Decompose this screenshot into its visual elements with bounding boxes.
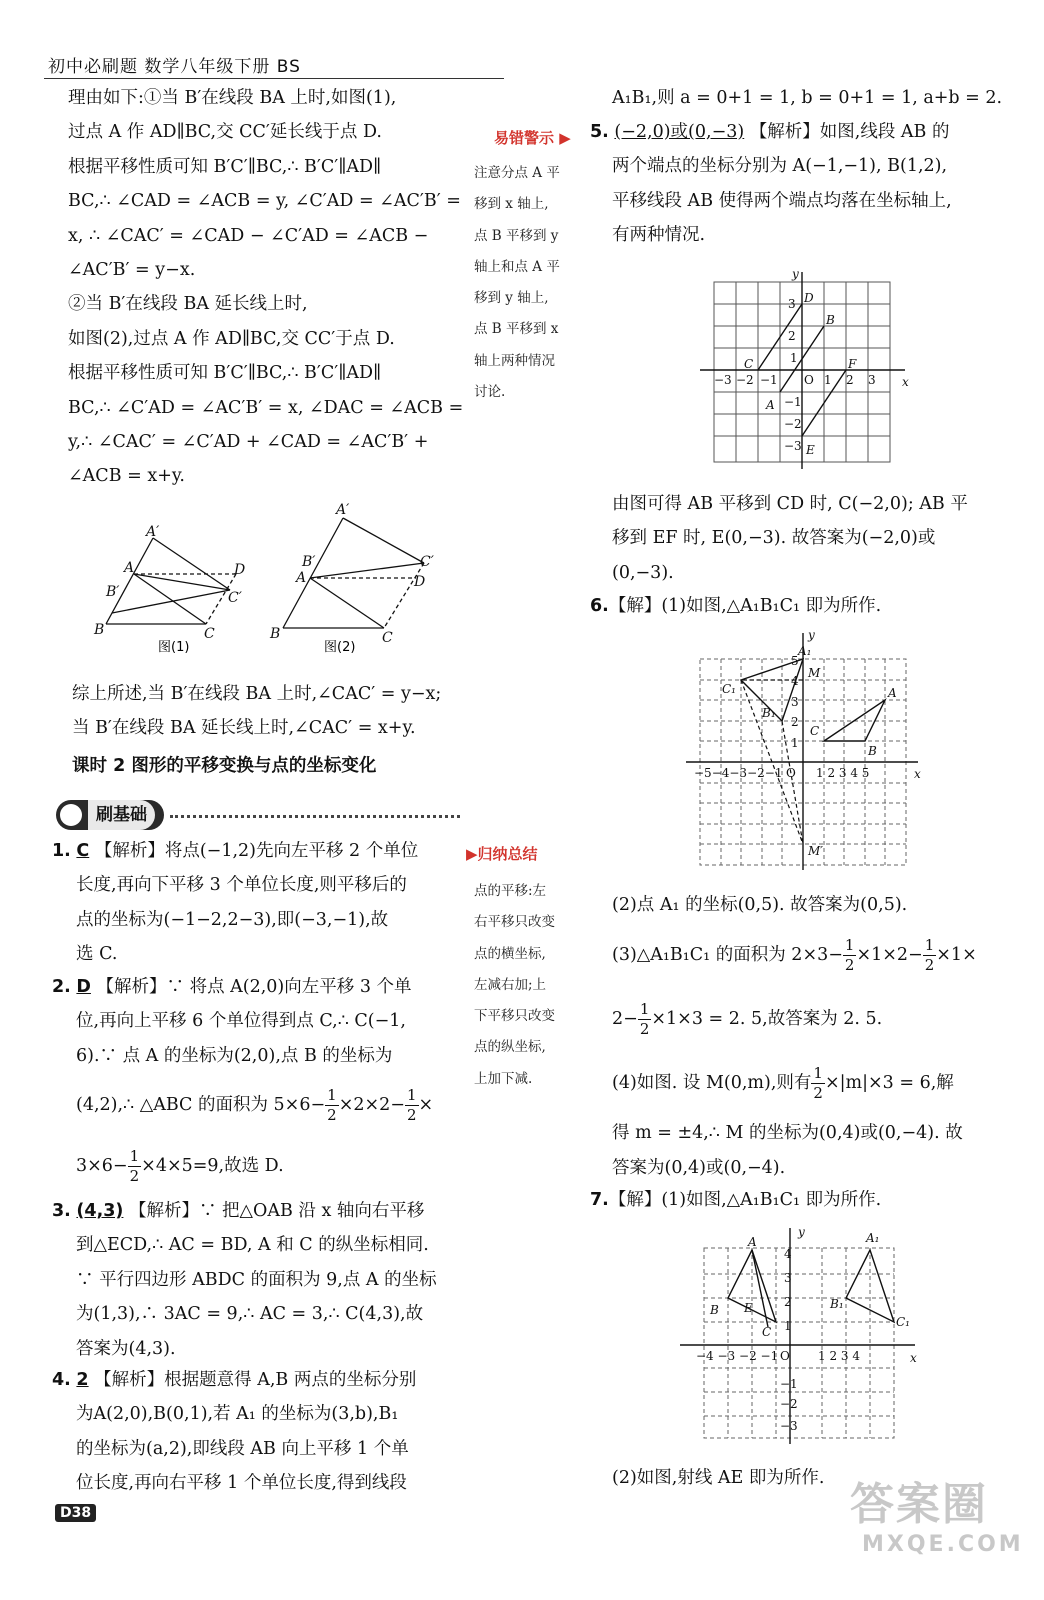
label-b: B: [94, 622, 105, 638]
question-7-head: 7.【解】(1)如图,△A₁B₁C₁ 即为所作.: [590, 1190, 882, 1210]
svg-text:−2: −2: [780, 1397, 798, 1411]
svg-text:A₁: A₁: [798, 644, 812, 658]
svg-text:1 2 3 4: 1 2 3 4: [818, 1349, 860, 1363]
svg-text:5: 5: [791, 654, 799, 668]
side-note-mistake: 注意分点 A 平 移到 x 轴上, 点 B 平移到 y 轴上和点 A 平 移到 y 轴上, 点 B 平移到 x 轴上两种情况 讨论.: [474, 165, 560, 401]
triangle-figures: [88, 498, 458, 660]
svg-text:y: y: [798, 1225, 805, 1239]
label-a-prime: A′: [146, 524, 160, 540]
question-7-body: (2)如图,射线 AE 即为所作.: [612, 1468, 825, 1488]
svg-text:−1: −1: [784, 395, 802, 409]
svg-text:3: 3: [788, 297, 796, 311]
proof-text: [68, 81, 463, 494]
svg-text:x: x: [902, 375, 909, 389]
svg-text:A: A: [888, 686, 897, 700]
proof-line: BC,∴ ∠CAD = ∠ACB = y, ∠C′AD = ∠AC′B′ =: [68, 191, 461, 212]
label-c-prime: C′: [228, 590, 242, 606]
svg-text:O: O: [804, 373, 814, 387]
proof-line: y,∴ ∠CAC′ = ∠C′AD + ∠CAD = ∠AC′B′ +: [68, 432, 429, 453]
header-divider: [44, 78, 504, 79]
svg-text:1: 1: [784, 1319, 792, 1333]
svg-text:−2: −2: [736, 373, 754, 387]
svg-text:3: 3: [868, 373, 876, 387]
svg-text:x: x: [910, 1351, 917, 1365]
side-tag-summary: ▶归纳总结: [466, 845, 538, 863]
svg-text:4: 4: [784, 1247, 792, 1261]
svg-text:C₁: C₁: [722, 682, 736, 696]
label-c-prime-2: C′: [420, 554, 434, 570]
svg-text:2: 2: [788, 329, 796, 343]
q6-coordinate-grid: [686, 625, 926, 870]
side-tag-mistake: 易错警示 ▶: [494, 129, 571, 147]
svg-text:C₁: C₁: [896, 1315, 910, 1329]
svg-text:B₁: B₁: [762, 706, 776, 720]
fraction: $\frac{1}{2}$: [327, 1086, 337, 1125]
right-top-text: A₁B₁,则 a = 0+1 = 1, b = 0+1 = 1, a+b = 2.: [612, 88, 1003, 108]
question-6-body: (2)点 A₁ 的坐标(0,5). 故答案为(0,5). (3)△A₁B₁C₁ 的面积为 2×3− $\frac{1}{2}$ ×1×2− $\frac{1}{2}$ ×1× 2− $\frac{1}{2}$ ×1×3 = 2. 5,故答案为 2. 5. (4)如图. 设 M(0,m),则有 $\frac{1}{2}$ ×|m|×3 = 6,解 得 m = ±4,∴ M 的坐标为(0,4)或(0,−4). 故 答案为(0,4)或(0,−4).: [612, 895, 977, 1178]
svg-text:−1: −1: [760, 373, 778, 387]
question-4: 4. 2 【解析】根据题意得 A,B 两点的坐标分别 为A(2,0),B(0,1),若 A₁ 的坐标为(3,b),B₁ 的坐标为(a,2),即线段 AB 向上平移 1 个单 位长度,再向右平移 1 个单位长度,得到线段: [52, 1370, 417, 1494]
svg-text:O: O: [786, 766, 796, 780]
question-6-head: 6.【解】(1)如图,△A₁B₁C₁ 即为所作.: [590, 596, 882, 616]
svg-text:B: B: [826, 313, 835, 327]
svg-text:M′: M′: [808, 844, 824, 858]
question-1: 1. C 【解析】将点(−1,2)先向左平移 2 个单位 长度,再向下平移 3 个单位长度,则平移后的 点的坐标为(−1−2,2−3),即(−3,−1),故 选 C.: [52, 841, 419, 965]
svg-text:B₁: B₁: [830, 1297, 844, 1311]
proof-line: 根据平移性质可知 B′C′∥BC,∴ B′C′∥AD∥: [68, 156, 382, 177]
q7-coordinate-grid: [680, 1222, 925, 1447]
q5-conclusion: 由图可得 AB 平移到 CD 时, C(−2,0); AB 平 移到 EF 时, E(0,−3). 故答案为(−2,0)或 (0,−3).: [612, 494, 968, 583]
svg-text:−4 −3 −2 −1: −4 −3 −2 −1: [696, 1349, 779, 1363]
proof-line: 理由如下:①当 B′在线段 BA 上时,如图(1),: [68, 88, 397, 108]
lesson-title: 课时 2 图形的平移变换与点的坐标变化: [72, 756, 377, 776]
proof-line: 过点 A 作 AD∥BC,交 CC′延长线于点 D.: [68, 122, 382, 143]
page-number: D38: [55, 1504, 96, 1522]
proof-line: ∠AC′B′ = y−x.: [68, 260, 196, 281]
proof-line: ∠ACB = x+y.: [68, 466, 185, 487]
proof-line: BC,∴ ∠C′AD = ∠AC′B′ = x, ∠DAC = ∠ACB =: [68, 397, 464, 418]
conclusion-line: 当 B′在线段 BA 延长线上时,∠CAC′ = x+y.: [72, 718, 416, 739]
svg-text:C: C: [744, 357, 754, 371]
dotted-divider: [170, 815, 460, 818]
svg-text:1: 1: [791, 736, 799, 750]
question-2: 2. D 【解析】∵ 将点 A(2,0)向左平移 3 个单 位,再向上平移 6 个单位得到点 C,∴ C(−1, 6).∵ 点 A 的坐标为(2,0),点 B 的坐标为 (4,2),∴ △ABC 的面积为 5×6− $\frac{1}{2}$ ×2×2− $\frac{1}{2}$ × 3×6− $\frac{1}{2}$ ×4×5=9,故选 D.: [52, 977, 434, 1186]
fraction: $\frac{1}{2}$: [844, 936, 855, 975]
label-c: C: [204, 626, 215, 642]
proof-line: 根据平移性质可知 B′C′∥BC,∴ B′C′∥AD∥: [68, 363, 382, 384]
svg-text:O: O: [780, 1349, 790, 1363]
svg-text:−5−4−3−2−1: −5−4−3−2−1: [694, 766, 783, 780]
svg-text:E: E: [806, 443, 815, 457]
svg-text:y: y: [808, 628, 815, 642]
svg-text:M: M: [808, 666, 821, 680]
side-note-summary: 点的平移:左 右平移只改变 点的横坐标, 左减右加;上 下平移只改变 点的纵坐标, 上加下减.: [474, 883, 555, 1087]
svg-text:x: x: [914, 767, 921, 781]
svg-text:B: B: [868, 744, 877, 758]
svg-text:2: 2: [846, 373, 854, 387]
label-c-2: C: [382, 630, 393, 646]
svg-text:1 2 3 4 5: 1 2 3 4 5: [816, 766, 870, 780]
svg-text:D: D: [804, 291, 814, 305]
svg-text:−1: −1: [780, 1377, 798, 1391]
svg-text:−3: −3: [784, 439, 802, 453]
conclusion: [72, 677, 441, 746]
svg-text:A: A: [766, 398, 775, 412]
fraction: $\frac{1}{2}$: [813, 1064, 823, 1103]
svg-text:B: B: [710, 1303, 719, 1317]
svg-text:−2: −2: [784, 417, 802, 431]
section-badge: 刷基础: [56, 800, 164, 830]
label-a-prime-2: A′: [336, 502, 350, 518]
svg-text:3: 3: [791, 695, 799, 709]
fraction: $\frac{1}{2}$: [406, 1086, 417, 1125]
svg-text:C: C: [810, 724, 820, 738]
svg-text:3: 3: [784, 1271, 792, 1285]
svg-text:1: 1: [824, 373, 832, 387]
svg-text:E: E: [744, 1301, 753, 1315]
fraction: $\frac{1}{2}$: [924, 936, 935, 975]
fig1-caption: 图(1): [158, 640, 190, 655]
question-5: 5. (−2,0)或(0,−3) 【解析】如图,线段 AB 的 两个端点的坐标分别为 A(−1,−1), B(1,2), 平移线段 AB 使得两个端点均落在坐标轴上, 有两种情况.: [590, 122, 952, 246]
watermark: 答案圈 MXQE.COM: [850, 1479, 1024, 1557]
page-header: 初中必刷题 数学八年级下册 BS: [48, 57, 301, 77]
svg-text:4: 4: [791, 674, 799, 688]
proof-line: 如图(2),过点 A 作 AD∥BC,交 CC′于点 D.: [68, 328, 395, 349]
svg-text:A₁: A₁: [866, 1231, 880, 1245]
label-d-2: D: [414, 574, 426, 590]
svg-text:−3: −3: [714, 373, 732, 387]
fraction: $\frac{1}{2}$: [129, 1147, 140, 1186]
conclusion-line: 综上所述,当 B′在线段 BA 上时,∠CAC′ = y−x;: [72, 684, 442, 704]
svg-text:C: C: [762, 1325, 772, 1339]
svg-text:−3: −3: [780, 1419, 798, 1433]
fraction: $\frac{1}{2}$: [639, 1000, 650, 1039]
label-b-prime-2: B′: [302, 554, 316, 570]
badge-icon: [60, 804, 82, 826]
svg-text:A: A: [748, 1235, 757, 1249]
svg-text:2: 2: [791, 715, 799, 729]
svg-text:2: 2: [784, 1295, 792, 1309]
label-a-2: A: [296, 570, 307, 586]
label-a: A: [124, 560, 135, 576]
label-b-prime: B′: [106, 584, 120, 600]
label-d: D: [234, 562, 246, 578]
question-3: 3. (4,3) 【解析】∵ 把△OAB 沿 x 轴向右平移 到△ECD,∴ AC = BD, A 和 C 的纵坐标相同. ∵ 平行四边形 ABDC 的面积为 9,点 A 的坐标 为(1,3),∴ 3AC = 9,∴ AC = 3,∴ C(4,3),故 答案为(4,3).: [52, 1201, 437, 1359]
fig2-caption: 图(2): [324, 640, 356, 655]
label-b-2: B: [270, 626, 281, 642]
q5-coordinate-grid: [700, 264, 915, 469]
proof-line: x, ∴ ∠CAC′ = ∠CAD − ∠C′AD = ∠ACB −: [68, 225, 429, 246]
svg-text:F: F: [848, 357, 857, 371]
proof-line: ②当 B′在线段 BA 延长线上时,: [68, 294, 308, 315]
svg-text:y: y: [792, 267, 799, 281]
svg-text:1: 1: [790, 351, 798, 365]
